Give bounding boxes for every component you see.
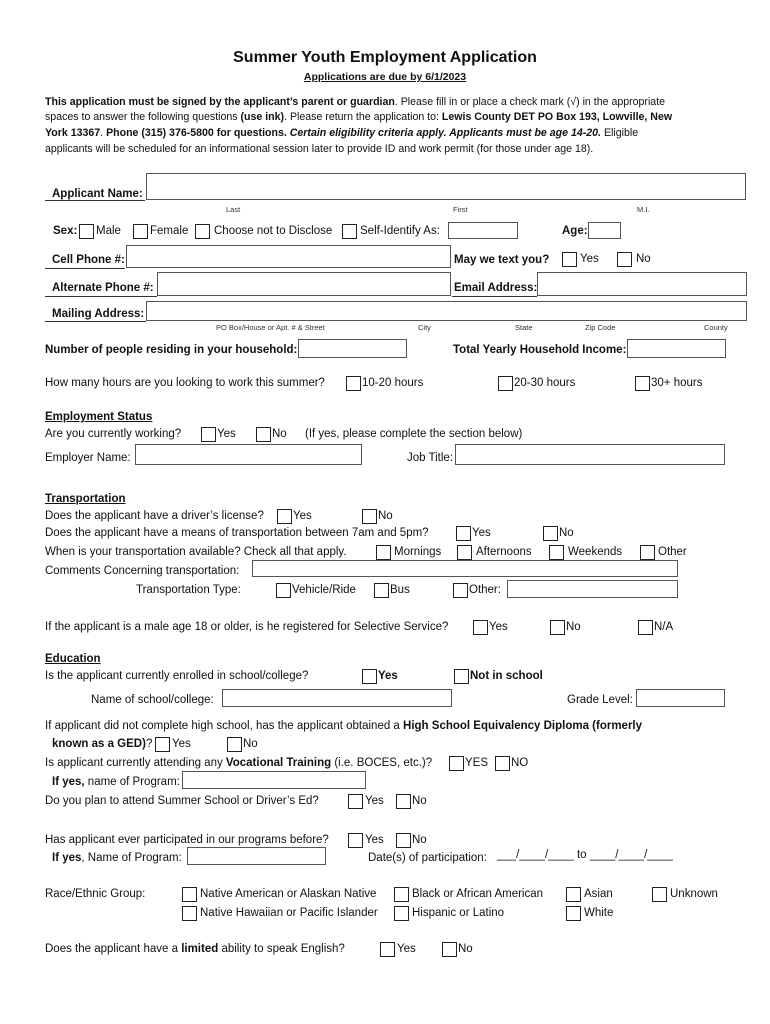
text-no-checkbox[interactable] — [617, 252, 632, 267]
license-no-label: No — [378, 510, 393, 522]
applicant-name-field[interactable] — [146, 173, 746, 200]
summer-no-checkbox[interactable] — [396, 794, 411, 809]
afternoons-label: Afternoons — [476, 546, 532, 558]
unknown-checkbox[interactable] — [652, 887, 667, 902]
ged-yes-checkbox[interactable] — [155, 737, 170, 752]
hispanic-label: Hispanic or Latino — [412, 907, 505, 919]
choose-not-label: Choose not to Disclose — [214, 225, 333, 237]
intro-text-3a: . — [100, 127, 107, 139]
enrolled-question: Is the applicant currently enrolled in school/college? — [45, 670, 309, 682]
asian-checkbox[interactable] — [566, 887, 581, 902]
comments-field[interactable] — [252, 560, 678, 577]
summer-yes-checkbox[interactable] — [348, 794, 363, 809]
addr-state-caption: State — [515, 323, 533, 332]
grade-level-field[interactable] — [636, 689, 725, 707]
english-no-label: No — [458, 943, 473, 955]
native-american-checkbox[interactable] — [182, 887, 197, 902]
ged-text-a: If applicant did not complete high school, has the applicant obtained a — [45, 720, 404, 732]
selective-no-checkbox[interactable] — [550, 620, 565, 635]
name-first-caption: First — [453, 205, 468, 214]
self-identify-field[interactable] — [448, 222, 518, 239]
intro-bold-3b: Phone (315) 376-5800 for questions. — [106, 127, 287, 139]
addr-street-caption: PO Box/House or Apt. # & Street — [216, 323, 325, 332]
hispanic-checkbox[interactable] — [394, 906, 409, 921]
female-checkbox[interactable] — [133, 224, 148, 239]
english-question — [45, 943, 345, 955]
enrolled-yes-checkbox[interactable] — [362, 669, 377, 684]
ged-bold-2: known as a GED) — [52, 738, 146, 750]
selective-na-checkbox[interactable] — [638, 620, 653, 635]
cell-phone-field[interactable] — [126, 245, 451, 268]
prior-ifyes-bold: If yes — [52, 852, 82, 864]
mailing-address-field[interactable] — [146, 301, 747, 321]
white-checkbox[interactable] — [566, 906, 581, 921]
availability-question: When is your transportation available? Check all that apply. — [45, 546, 347, 558]
bus-label: Bus — [390, 584, 410, 596]
email-label: Email Address: — [454, 282, 538, 294]
selective-no-label: No — [566, 621, 581, 633]
hours-10-20-label: 10-20 hours — [362, 377, 424, 389]
participation-dates-label: Date(s) of participation: — [368, 852, 487, 864]
license-yes-checkbox[interactable] — [277, 509, 292, 524]
comments-label: Comments Concerning transportation: — [45, 565, 240, 577]
female-label: Female — [150, 225, 189, 237]
prior-yes-label: Yes — [365, 834, 384, 846]
addr-zip-caption: Zip Code — [585, 323, 616, 332]
intro-text-3b: Eligible — [601, 127, 639, 139]
hawaiian-label: Native Hawaiian or Pacific Islander — [200, 907, 378, 919]
addr-county-caption: County — [704, 323, 728, 332]
cell-phone-label: Cell Phone #: — [52, 254, 125, 266]
applicant-name-underline — [45, 200, 145, 201]
summer-yes-label: Yes — [365, 795, 384, 807]
text-permission-label: May we text you? — [454, 254, 550, 266]
ged-bold: High School Equivalency Diploma (formerly — [403, 720, 643, 732]
transportation-heading: Transportation — [45, 493, 126, 505]
name-mi-caption: M.I. — [637, 205, 650, 214]
employer-name-label: Employer Name: — [45, 452, 131, 464]
means-no-checkbox[interactable] — [543, 526, 558, 541]
due-date: Applications are due by 6/1/2023 — [303, 71, 467, 83]
household-label: Number of people residing in your household: — [45, 344, 298, 356]
male-label: Male — [96, 225, 121, 237]
working-yes-label: Yes — [217, 428, 236, 440]
transport-type-label: Transportation Type: — [136, 584, 241, 596]
enrolled-yes-label: Yes — [378, 670, 398, 682]
self-identify-label: Self-Identify As: — [360, 225, 440, 237]
voc-text-a: Is applicant currently attending any — [45, 757, 226, 769]
text-no-label: No — [636, 253, 651, 265]
weekends-checkbox[interactable] — [549, 545, 564, 560]
intro-text-2b: . Please return the application to: — [284, 111, 442, 123]
other-type-checkbox[interactable] — [453, 583, 468, 598]
ged-no-label: No — [243, 738, 258, 750]
ged-question-line1 — [45, 720, 642, 732]
english-yes-label: Yes — [397, 943, 416, 955]
license-no-checkbox[interactable] — [362, 509, 377, 524]
summer-school-question: Do you plan to attend Summer School or Driver’s Ed? — [45, 795, 319, 807]
hawaiian-checkbox[interactable] — [182, 906, 197, 921]
other-type-field[interactable] — [507, 580, 678, 598]
prior-no-label: No — [412, 834, 427, 846]
intro-line-3 — [45, 127, 638, 139]
male-checkbox[interactable] — [79, 224, 94, 239]
intro-bold-2b: Lewis County DET PO Box 193, Lowville, New — [441, 111, 673, 123]
choose-not-checkbox[interactable] — [195, 224, 210, 239]
sex-label: Sex: — [53, 225, 78, 237]
school-name-label: Name of school/college: — [91, 694, 214, 706]
ged-qmark: ? — [145, 738, 153, 750]
other-type-label: Other: — [469, 584, 501, 596]
afternoons-checkbox[interactable] — [457, 545, 472, 560]
age-field[interactable] — [588, 222, 621, 239]
voc-bold: Vocational Training — [225, 757, 332, 769]
mailing-address-label: Mailing Address: — [52, 308, 145, 320]
alt-phone-label: Alternate Phone #: — [52, 282, 154, 294]
black-label: Black or African American — [412, 888, 544, 900]
hours-question: How many hours are you looking to work this summer? — [45, 377, 325, 389]
employment-question: Are you currently working? — [45, 428, 182, 440]
hours-30plus-label: 30+ hours — [651, 377, 703, 389]
mornings-checkbox[interactable] — [376, 545, 391, 560]
intro-line-4: applicants will be scheduled for an informational session later to provide ID and work permit (for those under age 18). — [45, 143, 594, 155]
working-no-checkbox[interactable] — [256, 427, 271, 442]
job-title-label: Job Title: — [407, 452, 454, 464]
form-title: Summer Youth Employment Application — [233, 49, 537, 66]
selective-yes-label: Yes — [489, 621, 508, 633]
ged-question-line2 — [52, 738, 152, 750]
license-yes-label: Yes — [293, 510, 312, 522]
email-field[interactable] — [537, 272, 747, 296]
school-name-field[interactable] — [222, 689, 452, 707]
prior-ifyes-rest: , Name of Program: — [81, 852, 182, 864]
age-label: Age: — [562, 225, 588, 237]
means-yes-checkbox[interactable] — [456, 526, 471, 541]
selective-na-label: N/A — [654, 621, 674, 633]
addr-city-caption: City — [418, 323, 431, 332]
alt-phone-field[interactable] — [157, 272, 451, 296]
intro-bold-2: (use ink) — [240, 111, 285, 123]
hours-10-20-checkbox[interactable] — [346, 376, 361, 391]
employment-heading: Employment Status — [45, 411, 153, 423]
mornings-label: Mornings — [394, 546, 442, 558]
employer-name-field[interactable] — [135, 444, 362, 465]
email-underline — [452, 296, 537, 297]
intro-bold-1: This application must be signed by the applicant’s parent or guardian — [45, 96, 395, 108]
hours-20-30-label: 20-30 hours — [514, 377, 576, 389]
cell-phone-underline — [45, 268, 125, 269]
voc-no-checkbox[interactable] — [495, 756, 510, 771]
prior-yes-checkbox[interactable] — [348, 833, 363, 848]
intro-line-1 — [45, 96, 665, 108]
intro-text-1: . Please fill in or place a check mark (√) in the appropriate — [394, 96, 666, 108]
hours-20-30-checkbox[interactable] — [498, 376, 513, 391]
unknown-label: Unknown — [670, 888, 718, 900]
prior-program-name-field[interactable] — [187, 847, 326, 865]
summer-no-label: No — [412, 795, 427, 807]
means-no-label: No — [559, 527, 574, 539]
intro-bold-3: York 13367 — [45, 127, 101, 139]
applicant-name-label: Applicant Name: — [52, 188, 143, 200]
other-time-checkbox[interactable] — [640, 545, 655, 560]
weekends-label: Weekends — [568, 546, 623, 558]
english-no-checkbox[interactable] — [442, 942, 457, 957]
household-field[interactable] — [298, 339, 407, 358]
english-bold: limited — [181, 943, 219, 955]
race-label: Race/Ethnic Group: — [45, 888, 146, 900]
vocational-question — [45, 757, 432, 769]
text-yes-label: Yes — [580, 253, 599, 265]
participation-dates-field[interactable]: ___/____/____ to ____/____/____ — [497, 849, 673, 861]
english-text-a: Does the applicant have a — [45, 943, 182, 955]
selective-service-question: If the applicant is a male age 18 or older, is he registered for Selective Service? — [45, 621, 449, 633]
vehicle-checkbox[interactable] — [276, 583, 291, 598]
ged-yes-label: Yes — [172, 738, 191, 750]
selective-yes-checkbox[interactable] — [473, 620, 488, 635]
intro-line-2 — [45, 111, 672, 123]
alt-phone-underline — [45, 296, 157, 297]
white-label: White — [584, 907, 614, 919]
prior-program-name-label — [52, 852, 182, 864]
native-american-label: Native American or Alaskan Native — [200, 888, 377, 900]
prior-program-question: Has applicant ever participated in our programs before? — [45, 834, 329, 846]
education-heading: Education — [45, 653, 101, 665]
voc-text-b: (i.e. BOCES, etc.)? — [331, 757, 433, 769]
working-yes-checkbox[interactable] — [201, 427, 216, 442]
not-in-school-checkbox[interactable] — [454, 669, 469, 684]
self-identify-checkbox[interactable] — [342, 224, 357, 239]
other-time-label: Other — [658, 546, 687, 558]
ged-no-checkbox[interactable] — [227, 737, 242, 752]
text-yes-checkbox[interactable] — [562, 252, 577, 267]
voc-program-field[interactable] — [182, 771, 366, 789]
asian-label: Asian — [584, 888, 613, 900]
license-question: Does the applicant have a driver’s license? — [45, 510, 264, 522]
voc-no-label: NO — [511, 757, 529, 769]
prior-no-checkbox[interactable] — [396, 833, 411, 848]
intro-text-2a: spaces to answer the following questions — [45, 111, 241, 123]
voc-ifyes-bold: If yes, — [52, 776, 85, 788]
grade-level-label: Grade Level: — [567, 694, 633, 706]
bus-checkbox[interactable] — [374, 583, 389, 598]
means-question: Does the applicant have a means of transportation between 7am and 5pm? — [45, 527, 429, 539]
vehicle-label: Vehicle/Ride — [292, 584, 356, 596]
working-no-label: No — [272, 428, 287, 440]
english-text-b: ability to speak English? — [218, 943, 345, 955]
mailing-underline — [45, 321, 146, 322]
voc-ifyes-rest: name of Program: — [84, 776, 180, 788]
hours-30plus-checkbox[interactable] — [635, 376, 650, 391]
income-label: Total Yearly Household Income: — [453, 344, 627, 356]
job-title-field[interactable] — [455, 444, 725, 465]
employment-note: (If yes, please complete the section below) — [305, 428, 523, 440]
voc-yes-label: YES — [465, 757, 489, 769]
english-yes-checkbox[interactable] — [380, 942, 395, 957]
intro-italic-3: Certain eligibility criteria apply. Applicants must be age 14-20. — [286, 127, 601, 139]
voc-program-label — [52, 776, 180, 788]
means-yes-label: Yes — [472, 527, 491, 539]
income-field[interactable] — [627, 339, 726, 358]
name-last-caption: Last — [226, 205, 241, 214]
voc-yes-checkbox[interactable] — [449, 756, 464, 771]
not-in-school-label: Not in school — [470, 670, 543, 682]
black-checkbox[interactable] — [394, 887, 409, 902]
